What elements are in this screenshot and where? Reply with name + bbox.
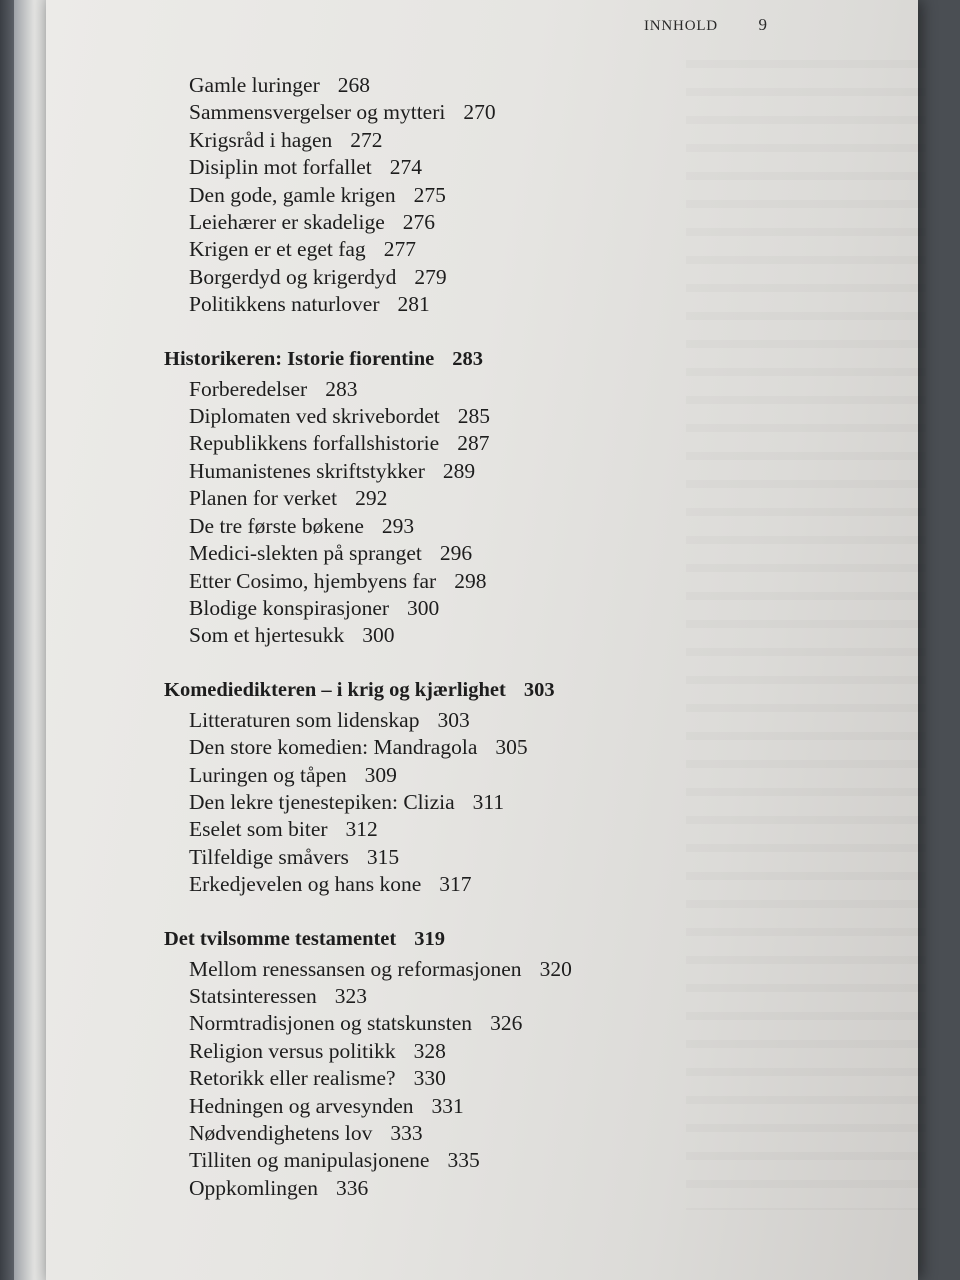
toc-entry	[164, 540, 724, 567]
toc-entry-title: Disiplin mot forfallet	[189, 155, 372, 180]
toc-entry-page: 298	[454, 568, 487, 593]
toc-entry	[164, 127, 724, 154]
toc-entry	[164, 789, 724, 816]
toc-entry-title: Etter Cosimo, hjembyens far	[189, 568, 437, 593]
toc-entry	[164, 1038, 724, 1065]
toc-entry	[164, 99, 724, 126]
toc-entry-page: 300	[362, 623, 395, 648]
toc-entry	[164, 595, 724, 622]
toc-entry	[164, 871, 724, 898]
toc-entry-title: Krigen er et eget fag	[189, 237, 366, 262]
toc-entry-page: 328	[413, 1038, 446, 1063]
page-number: 9	[758, 15, 768, 34]
table-of-contents	[164, 72, 724, 1202]
toc-entry-page: 287	[457, 431, 490, 456]
toc-entry-title: Normtradisjonen og statskunsten	[189, 1011, 473, 1036]
toc-entry-title: Nødvendighetens lov	[189, 1121, 373, 1145]
toc-entry-page: 303	[437, 707, 470, 732]
toc-entry-page: 270	[463, 100, 496, 125]
toc-lead-entries	[164, 72, 724, 319]
toc-entry	[164, 236, 724, 263]
toc-entry-page: 268	[337, 73, 370, 97]
toc-entry-title: Sammensvergelser og mytteri	[189, 100, 446, 125]
toc-entry	[164, 154, 724, 181]
toc-entry-page: 336	[336, 1175, 369, 1200]
toc-entry-title: Leiehærer er skadelige	[189, 210, 385, 235]
toc-entry	[164, 844, 724, 871]
toc-section-title: Det tvilsomme testamentet	[164, 927, 397, 950]
toc-entry-page: 296	[439, 541, 473, 566]
toc-entry-title: Statsinteressen	[189, 983, 317, 1008]
toc-section-title: Historikeren: Istorie fiorentine	[164, 347, 435, 370]
toc-entry	[164, 209, 724, 236]
toc-entry	[164, 816, 724, 843]
toc-entry-page: 331	[431, 1093, 464, 1118]
toc-entry-title: Luringen og tåpen	[189, 762, 347, 787]
previous-page-edge	[14, 0, 49, 1280]
toc-entry-page: 277	[383, 237, 416, 262]
toc-entry-page: 311	[472, 789, 505, 814]
toc-entry-page: 305	[495, 735, 528, 760]
toc-entry-title: Hedningen og arvesynden	[189, 1093, 414, 1118]
toc-entry-page: 283	[325, 376, 358, 401]
toc-section-title: Komediedikteren – i krig og kjærlighet	[164, 678, 506, 701]
toc-section-heading	[164, 345, 724, 373]
toc-entry	[164, 430, 724, 457]
toc-entry-title: Politikkens naturlover	[189, 292, 380, 317]
toc-entry-title: Litteraturen som lidenskap	[189, 707, 420, 732]
toc-section-heading	[164, 676, 724, 704]
toc-entry	[164, 983, 724, 1010]
toc-entry-title: Retorikk eller realisme?	[189, 1066, 396, 1091]
toc-entry-title: Blodige konspirasjoner	[189, 595, 390, 620]
toc-entry	[164, 734, 724, 761]
toc-section	[164, 676, 724, 899]
toc-entry-page: 272	[350, 127, 383, 152]
toc-entry-title: Den gode, gamle krigen	[189, 182, 396, 207]
toc-entry	[164, 513, 724, 540]
toc-entry	[164, 707, 724, 734]
toc-entry-page: 293	[381, 513, 415, 538]
toc-entry-title: Erkedjevelen og hans kone	[189, 872, 422, 897]
toc-entry-page: 279	[414, 264, 447, 289]
toc-section-page: 283	[452, 347, 483, 370]
toc-entry	[164, 762, 724, 789]
toc-entry-title: Mellom renessansen og reformasjonen	[189, 956, 522, 981]
toc-entry	[164, 956, 724, 983]
toc-entry-title: Medici-slekten på spranget	[189, 541, 422, 566]
toc-section	[164, 345, 724, 650]
toc-entry-page: 317	[439, 872, 472, 897]
toc-entry-title: Den store komedien: Mandragola	[189, 735, 478, 760]
toc-entry	[164, 458, 724, 485]
running-head-title: INNHOLD	[644, 18, 718, 34]
toc-entry	[164, 1065, 724, 1092]
toc-entry-title: Humanistenes skriftstykker	[189, 458, 425, 483]
toc-entry-page: 335	[447, 1148, 480, 1173]
toc-entry-title: Religion versus politikk	[189, 1038, 396, 1063]
toc-section-heading	[164, 925, 724, 953]
toc-entry-page: 281	[397, 292, 430, 317]
toc-section-page: 319	[414, 927, 445, 950]
toc-entry-page: 289	[442, 458, 476, 483]
toc-entry-title: Eselet som biter	[189, 817, 328, 842]
toc-section	[164, 925, 724, 1203]
toc-entry-title: Forberedelser	[189, 376, 308, 401]
toc-entry-title: Tilfeldige småvers	[189, 844, 349, 869]
toc-entry-page: 300	[407, 595, 440, 620]
toc-entry	[164, 1010, 724, 1037]
toc-entry	[164, 1093, 724, 1120]
toc-entry	[164, 1147, 724, 1174]
toc-entry-page: 275	[413, 182, 446, 207]
toc-entry	[164, 72, 724, 99]
toc-entry	[164, 622, 724, 649]
toc-entry	[164, 264, 724, 291]
toc-entry	[164, 376, 724, 403]
toc-entry-title: Oppkomlingen	[189, 1175, 318, 1200]
toc-entry-title: Krigsråd i hagen	[189, 127, 333, 152]
toc-entry-title: Gamle luringer	[189, 73, 320, 97]
toc-entry	[164, 485, 724, 512]
toc-entry	[164, 568, 724, 595]
running-head	[644, 15, 768, 35]
toc-entry-page: 315	[366, 844, 400, 869]
toc-entry	[164, 182, 724, 209]
toc-entry-title: Borgerdyd og krigerdyd	[189, 264, 397, 289]
toc-entry-page: 292	[355, 486, 388, 511]
toc-section-page: 303	[523, 678, 555, 701]
toc-entry-page: 276	[402, 210, 436, 235]
toc-entry-page: 326	[490, 1011, 523, 1036]
toc-entry-title: Planen for verket	[189, 486, 338, 511]
toc-entry-title: Tilliten og manipulasjonene	[189, 1148, 430, 1173]
toc-entry-title: Republikkens forfallshistorie	[189, 431, 440, 456]
toc-entry	[164, 291, 724, 318]
toc-entry-page: 285	[457, 404, 491, 429]
toc-entry-page: 330	[413, 1066, 446, 1091]
toc-entry-page: 274	[389, 155, 422, 180]
toc-entry-page: 312	[345, 817, 378, 842]
toc-entry	[164, 1120, 724, 1147]
toc-entry-page: 320	[539, 956, 572, 981]
toc-entry-title: De tre første bøkene	[189, 513, 364, 538]
toc-entry-page: 333	[390, 1121, 423, 1145]
toc-entry	[164, 403, 724, 430]
toc-entry-page: 309	[364, 762, 397, 787]
toc-entry	[164, 1175, 724, 1202]
toc-entry-title: Som et hjertesukk	[189, 623, 345, 648]
toc-entry-page: 323	[334, 983, 368, 1008]
toc-entry-title: Den lekre tjenestepiken: Clizia	[189, 789, 455, 814]
toc-entry-title: Diplomaten ved skrivebordet	[189, 404, 440, 429]
